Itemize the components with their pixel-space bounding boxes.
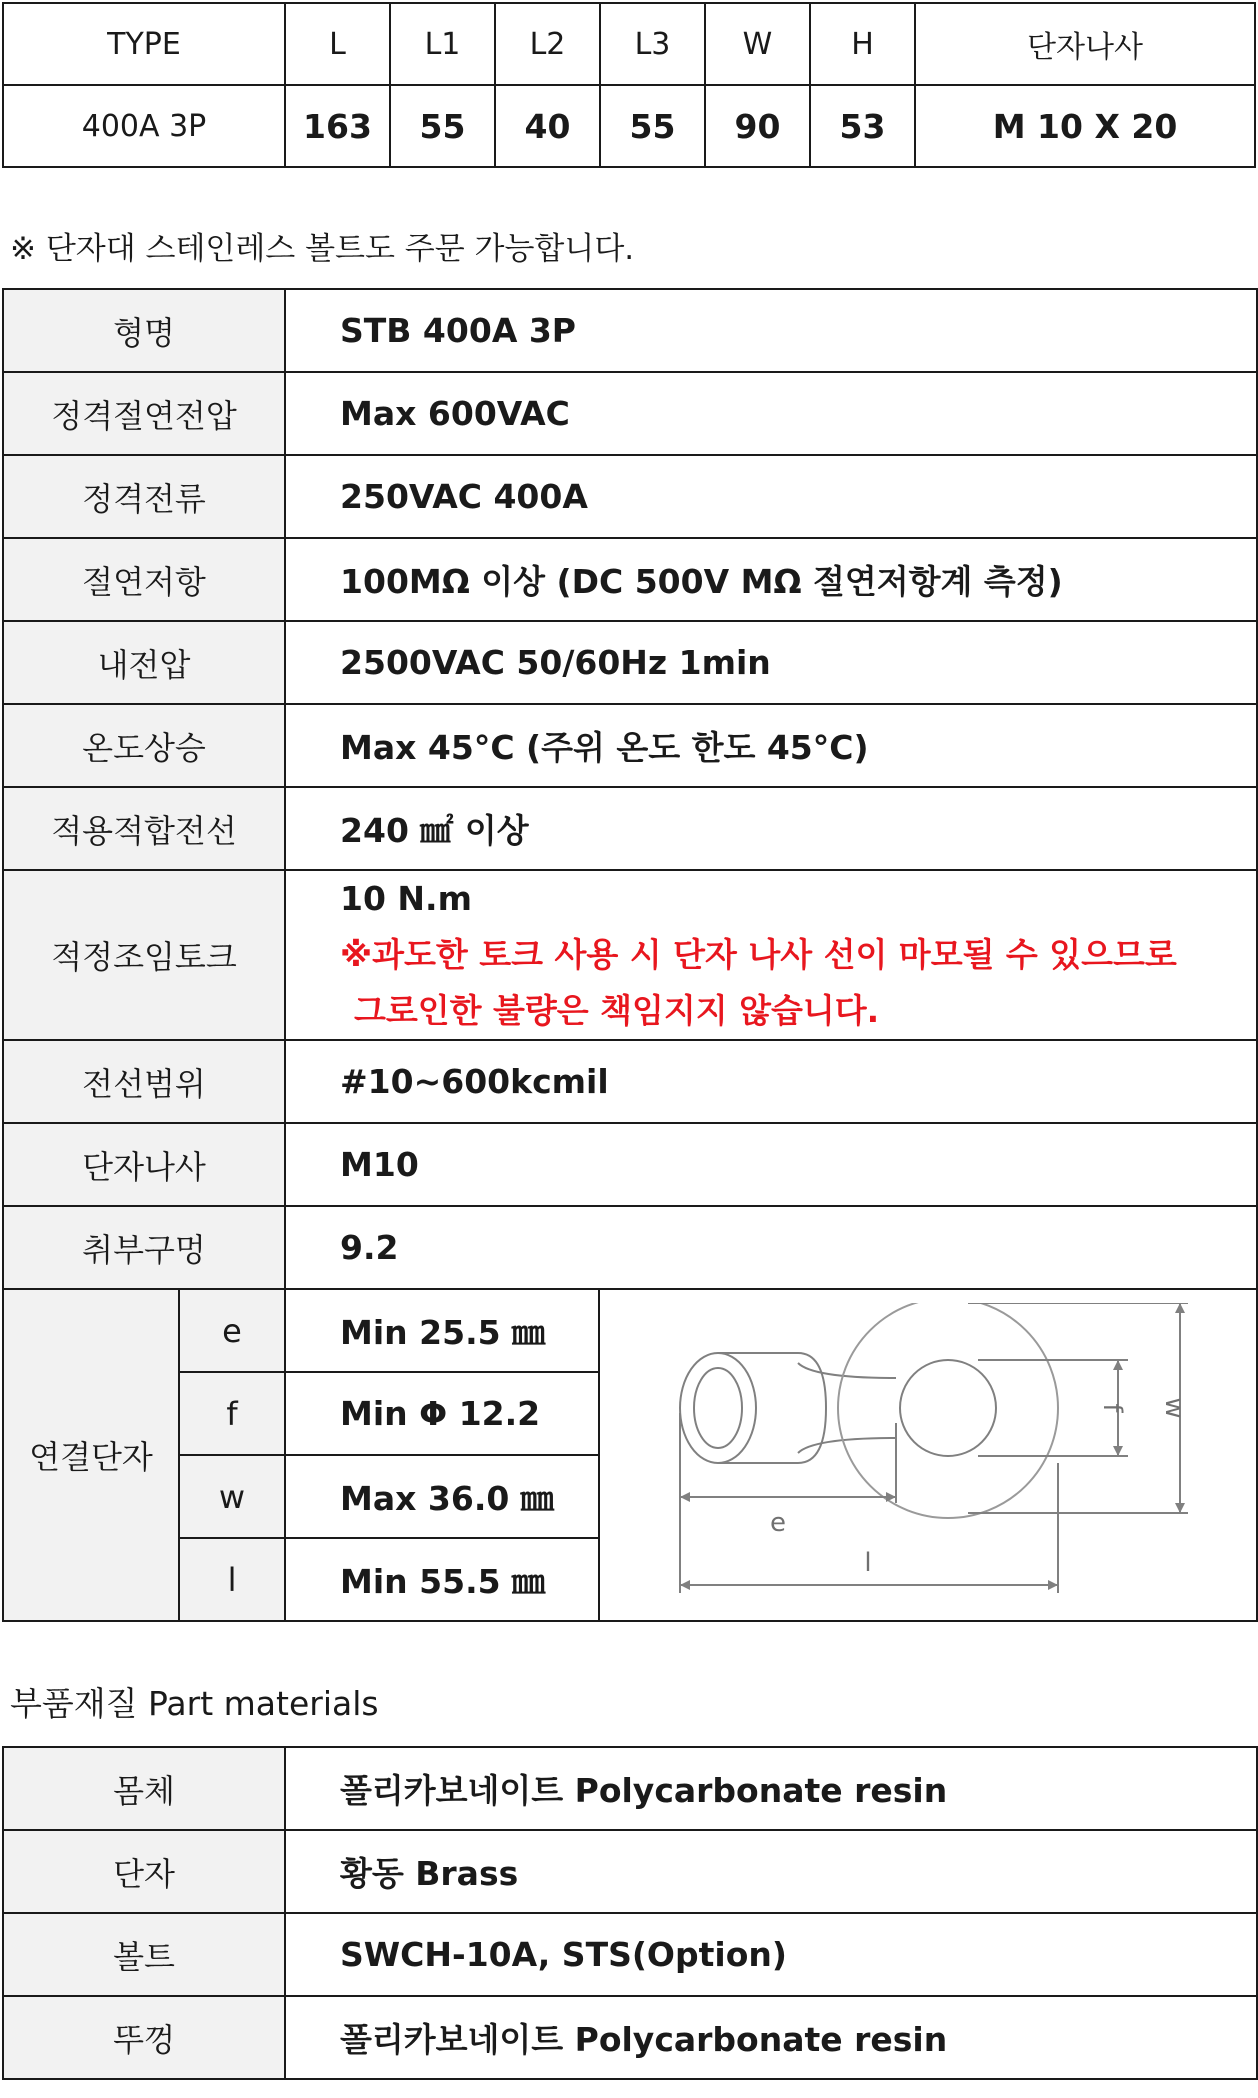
- material-row: [3, 1913, 1257, 1996]
- header-h: H: [810, 3, 915, 85]
- header-l2: L2: [495, 3, 600, 85]
- connector-row: [3, 1289, 1257, 1372]
- value-w: 90: [705, 85, 810, 167]
- f-arrow-top: [1113, 1360, 1123, 1370]
- materials-title: 부품재질 Part materials: [10, 1684, 379, 1723]
- header-l: L: [285, 3, 390, 85]
- torque-warning-line2: 그로인한 불량은 책임지지 않습니다.: [354, 991, 880, 1030]
- torque-row: [3, 870, 1257, 1040]
- material-label: 몸체: [3, 1747, 285, 1830]
- spec-row: [3, 704, 1257, 787]
- value-type: 400A 3P: [3, 85, 285, 167]
- connector-label: 연결단자: [3, 1289, 179, 1621]
- barrel-outer: [680, 1353, 756, 1463]
- barrel-inner: [694, 1368, 742, 1448]
- diagram-label-f: f: [1097, 1403, 1128, 1413]
- w-arrow-bottom: [1175, 1503, 1185, 1513]
- diagram-label-w: w: [1159, 1397, 1190, 1419]
- value-h: 53: [810, 85, 915, 167]
- value-terminal-screw: M 10 X 20: [915, 85, 1255, 167]
- spec-label: 온도상승: [3, 704, 285, 787]
- header-terminal-screw: 단자나사: [915, 3, 1255, 85]
- spec-row: [3, 1206, 1257, 1289]
- spec-value: 250VAC 400A: [285, 455, 1257, 538]
- spec-row: [3, 372, 1257, 455]
- spec-label: 취부구멍: [3, 1206, 285, 1289]
- ring-terminal-diagram: [648, 1303, 1208, 1603]
- diagram-label-l: l: [864, 1548, 872, 1578]
- neck: [798, 1363, 896, 1453]
- material-value: 폴리카보네이트 Polycarbonate resin: [285, 1996, 1257, 2079]
- value-l1: 55: [390, 85, 495, 167]
- connector-value: Min 25.5 ㎜: [285, 1289, 599, 1372]
- spec-label: 적용적합전선: [3, 787, 285, 870]
- ring-inner: [900, 1360, 996, 1456]
- header-w: W: [705, 3, 810, 85]
- value-l: 163: [285, 85, 390, 167]
- dimension-header-row: [3, 3, 1255, 85]
- connector-key: e: [179, 1289, 285, 1372]
- l-arrow-right: [1048, 1580, 1058, 1590]
- connector-value: Max 36.0 ㎜: [285, 1455, 599, 1538]
- connector-value: Min 55.5 ㎜: [285, 1538, 599, 1621]
- materials-table: [2, 1746, 1258, 2080]
- torque-label: 적정조임토크: [3, 870, 285, 1040]
- spec-label: 단자나사: [3, 1123, 285, 1206]
- material-row: [3, 1747, 1257, 1830]
- material-label: 볼트: [3, 1913, 285, 1996]
- connector-key: l: [179, 1538, 285, 1621]
- ring-outer: [838, 1303, 1058, 1518]
- w-arrow-top: [1175, 1303, 1185, 1313]
- material-row: [3, 1996, 1257, 2079]
- ring-terminal-diagram-cell: [599, 1289, 1257, 1621]
- spec-value: 2500VAC 50/60Hz 1min: [285, 621, 1257, 704]
- spec-value: 100MΩ 이상 (DC 500V MΩ 절연저항계 측정): [285, 538, 1257, 621]
- spec-row: [3, 621, 1257, 704]
- spec-value: Max 600VAC: [285, 372, 1257, 455]
- f-arrow-bottom: [1113, 1446, 1123, 1456]
- spec-row: [3, 1123, 1257, 1206]
- connector-key: w: [179, 1455, 285, 1538]
- connector-value: Min Φ 12.2: [285, 1372, 599, 1455]
- e-arrow-left: [680, 1492, 690, 1502]
- spec-label: 정격전류: [3, 455, 285, 538]
- value-l3: 55: [600, 85, 705, 167]
- spec-row: [3, 289, 1257, 372]
- spec-value: 240 ㎟ 이상: [285, 787, 1257, 870]
- header-type: TYPE: [3, 3, 285, 85]
- torque-warning-line1: ※과도한 토크 사용 시 단자 나사 선이 마모될 수 있으므로: [340, 935, 1177, 974]
- material-value: 황동 Brass: [285, 1830, 1257, 1913]
- spec-value: #10~600kcmil: [285, 1040, 1257, 1123]
- stainless-bolt-note: ※ 단자대 스테인레스 볼트도 주문 가능합니다.: [10, 231, 635, 267]
- spec-value: M10: [285, 1123, 1257, 1206]
- dimension-table: [2, 2, 1256, 168]
- spec-label: 정격절연전압: [3, 372, 285, 455]
- material-value: 폴리카보네이트 Polycarbonate resin: [285, 1747, 1257, 1830]
- spec-label: 전선범위: [3, 1040, 285, 1123]
- diagram-label-e: e: [770, 1508, 787, 1538]
- header-l1: L1: [390, 3, 495, 85]
- spec-row: [3, 1040, 1257, 1123]
- torque-value-cell: [285, 870, 1257, 1040]
- material-value: SWCH-10A, STS(Option): [285, 1913, 1257, 1996]
- l-arrow-left: [680, 1580, 690, 1590]
- material-row: [3, 1830, 1257, 1913]
- spec-value: STB 400A 3P: [285, 289, 1257, 372]
- spec-table: [2, 288, 1258, 1622]
- spec-row: [3, 538, 1257, 621]
- spec-label: 형명: [3, 289, 285, 372]
- torque-value: 10 N.m: [340, 879, 472, 918]
- dimension-value-row: [3, 85, 1255, 167]
- spec-value: Max 45°C (주위 온도 한도 45°C): [285, 704, 1257, 787]
- spec-value: 9.2: [285, 1206, 1257, 1289]
- spec-label: 내전압: [3, 621, 285, 704]
- value-l2: 40: [495, 85, 600, 167]
- material-label: 단자: [3, 1830, 285, 1913]
- spec-row: [3, 455, 1257, 538]
- material-label: 뚜껑: [3, 1996, 285, 2079]
- connector-key: f: [179, 1372, 285, 1455]
- spec-row: [3, 787, 1257, 870]
- spec-label: 절연저항: [3, 538, 285, 621]
- e-arrow-right: [886, 1492, 896, 1502]
- header-l3: L3: [600, 3, 705, 85]
